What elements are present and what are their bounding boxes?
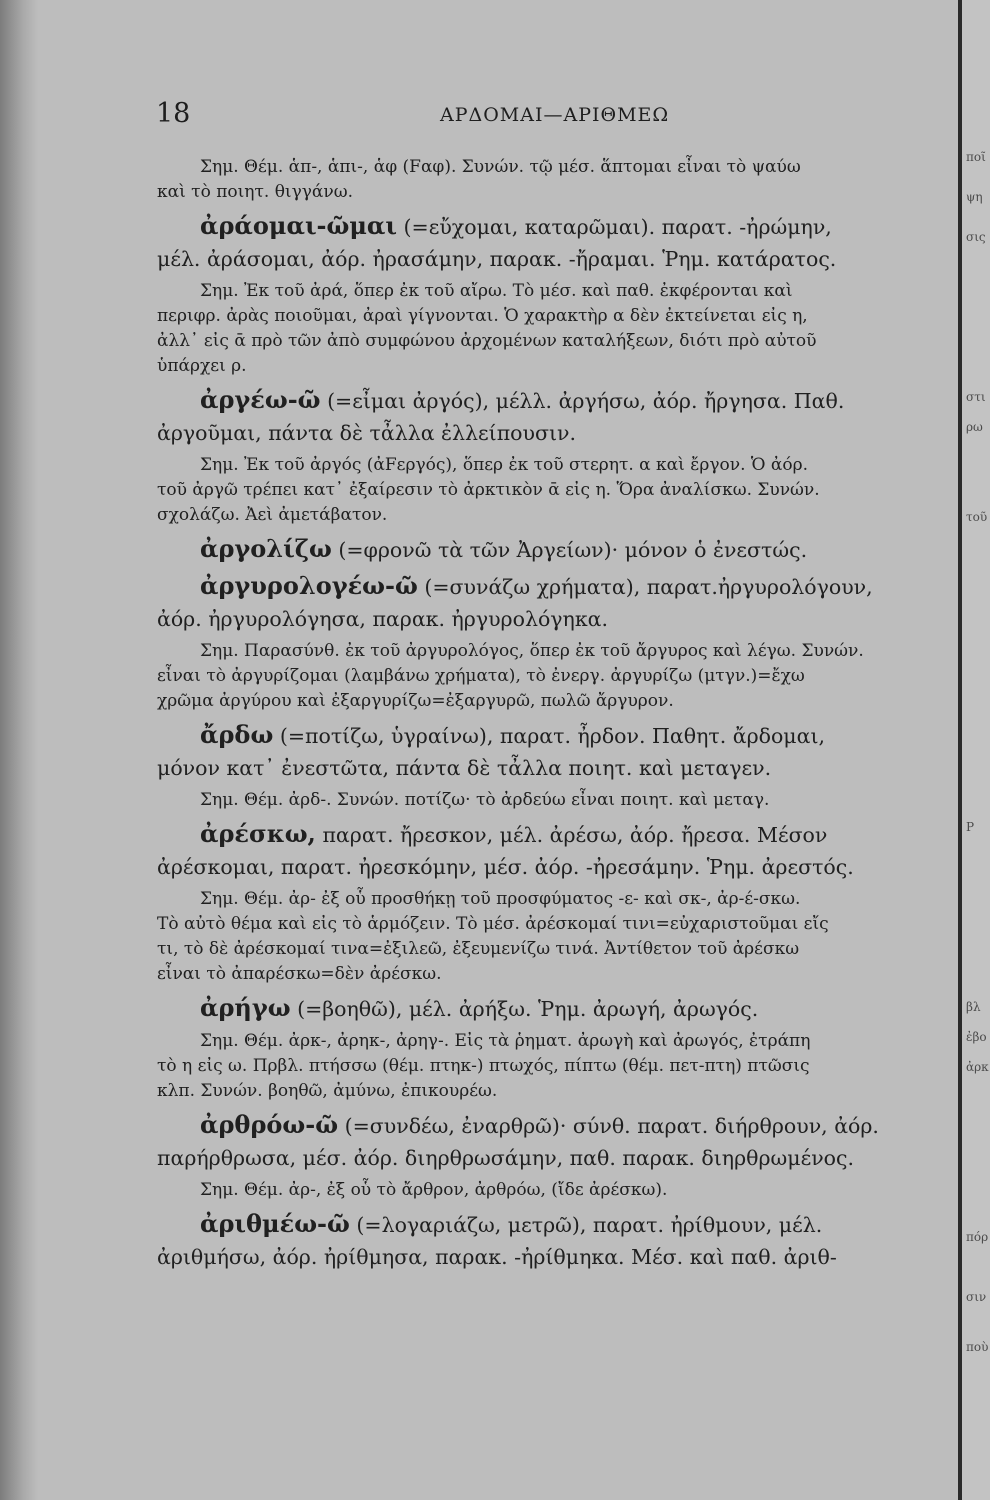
dictionary-entry (157, 719, 942, 784)
entry-line (157, 752, 942, 784)
line-text: ἀόρ. ἠργυρολόγησα, παρακ. ἠργυρολόγηκα. (157, 607, 608, 631)
next-page-fragment: τοῦ (966, 510, 988, 524)
note-line (157, 354, 942, 379)
note-line (157, 1054, 942, 1079)
note-line (157, 664, 942, 689)
line-text: περιφρ. ἀρὰς ποιοῦμαι, ἀραὶ γίγνονται. Ὁ χαρακτὴρ α δὲν ἐκτείνεται εἰς η, (157, 306, 808, 326)
entry-line (157, 533, 942, 566)
entry-line (157, 210, 942, 243)
dictionary-entry (157, 818, 942, 883)
line-text: εἶναι τὸ ἀπαρέσκω=δὲν ἀρέσκω. (157, 964, 442, 984)
entry-note (157, 453, 942, 528)
entry-line (157, 1208, 942, 1241)
entry-headword: ἀργολίζω (200, 534, 332, 563)
line-text: τὸ η εἰς ω. Πρβλ. πτήσσω (θέμ. πτηκ-) πτωχός, πίπτω (θέμ. πετ-πτη) πτῶσις (157, 1056, 810, 1076)
dictionary-entry (157, 992, 942, 1025)
page-number: 18 (156, 98, 191, 129)
line-text: τοῦ ἀργῶ τρέπει κατ᾽ ἐξαίρεσιν τὸ ἀρκτικὸν ᾱ εἰς η. Ὅρα ἀναλίσκω. Συνών. (157, 480, 820, 500)
entry-line (157, 1142, 942, 1174)
entry-line (157, 818, 942, 851)
entry-line (157, 570, 942, 603)
running-head: ΑΡΔΟΜΑΙ—ΑΡΙΘΜΕΩ (440, 104, 670, 126)
line-text: χρῶμα ἀργύρου καὶ ἐξαργυρίζω=ἐξαργυρῶ, πωλῶ ἄργυρον. (157, 691, 674, 711)
entry-note (157, 155, 942, 205)
line-text: ἀργοῦμαι, πάντα δὲ τἆλλα ἐλλείπουσιν. (157, 421, 576, 445)
line-text: (=εὔχομαι, καταρῶμαι). παρατ. -ἠρώμην, (403, 215, 832, 239)
line-text: παρατ. ἤρεσκον, μέλ. ἀρέσω, ἀόρ. ἤρεσα. Μέσον (322, 823, 828, 847)
note-line (157, 503, 942, 528)
line-text: σχολάζω. Ἀεὶ ἀμετάβατον. (157, 505, 388, 525)
line-text: Σημ. Ἐκ τοῦ ἀρά, ὅπερ ἐκ τοῦ αἴρω. Τὸ μέσ. καὶ παθ. ἐκφέρονται καὶ (200, 281, 793, 301)
dictionary-entry (157, 533, 942, 566)
line-text: (=βοηθῶ), μέλ. ἀρήξω. Ῥημ. ἀρωγή, ἀρωγός. (297, 997, 759, 1021)
line-text: κλπ. Συνών. βοηθῶ, ἀμύνω, ἐπικουρέω. (157, 1081, 498, 1101)
line-text: παρήρθρωσα, μέσ. ἀόρ. διηρθρωσάμην, παθ. παρακ. διηρθρωμένος. (157, 1146, 854, 1170)
note-line (157, 962, 942, 987)
line-text: καὶ τὸ ποιητ. θιγγάνω. (157, 182, 353, 202)
entry-headword: ἀρέσκω, (200, 819, 316, 848)
next-page-fragment: σις (966, 230, 986, 244)
next-page-fragment: ψη (966, 190, 983, 204)
note-line (157, 887, 942, 912)
entry-note (157, 639, 942, 714)
note-line (157, 478, 942, 503)
entry-headword: ἀρήγω (200, 993, 291, 1022)
line-text: ἀρέσκομαι, παρατ. ἠρεσκόμην, μέσ. ἀόρ. -ἠρεσάμην. Ῥημ. ἀρεστός. (157, 855, 854, 879)
line-text: Σημ. Θέμ. ἁπ-, ἁπι-, ἁφ (Fαφ). Συνών. τῷ μέσ. ἅπτομαι εἶναι τὸ ψαύω (200, 157, 801, 177)
note-line (157, 788, 942, 813)
next-page-fragment: ἐβο (966, 1030, 987, 1044)
note-line (157, 329, 942, 354)
entry-headword: ἀρθρόω-ῶ (200, 1110, 339, 1139)
next-page-edge (962, 0, 990, 1500)
note-line (157, 689, 942, 714)
line-text: (=φρονῶ τὰ τῶν Ἀργείων)· μόνον ὁ ἐνεστώς. (338, 538, 808, 562)
line-text: ἀλλ᾽ εἰς ᾱ πρὸ τῶν ἀπὸ συμφώνου ἀρχομένων καταλήξεων, διότι πρὸ αὐτοῦ (157, 331, 817, 351)
line-text: Σημ. Θέμ. ἀρδ-. Συνών. ποτίζω· τὸ ἀρδεύω εἶναι ποιητ. καὶ μεταγ. (200, 790, 770, 810)
note-line (157, 155, 942, 180)
dictionary-entry (157, 384, 942, 449)
line-text: ἀριθμήσω, ἀόρ. ἠρίθμησα, παρακ. -ἠρίθμηκα. Μέσ. καὶ παθ. ἀριθ- (157, 1245, 837, 1269)
entry-line (157, 417, 942, 449)
entry-headword: ἀργέω-ῶ (200, 385, 321, 414)
next-page-fragment: βλ (966, 1000, 981, 1014)
entry-line (157, 1109, 942, 1142)
entry-line (157, 992, 942, 1025)
next-page-fragment: ρω (966, 420, 983, 434)
line-text: μόνον κατ᾽ ἐνεστῶτα, πάντα δὲ τἆλλα ποιητ. καὶ μεταγεν. (157, 756, 772, 780)
line-text: (=λογαριάζω, μετρῶ), παρατ. ἠρίθμουν, μέλ. (356, 1213, 823, 1237)
dictionary-entry (157, 1208, 942, 1273)
dictionary-body (157, 155, 942, 1277)
line-text: ὑπάρχει ρ. (157, 356, 247, 376)
entry-line (157, 243, 942, 275)
line-text: (=εἶμαι ἀργός), μέλλ. ἀργήσω, ἀόρ. ἤργησα. Παθ. (327, 389, 845, 413)
next-page-fragment: πόρ (966, 1230, 989, 1244)
entry-headword: ἀριθμέω-ῶ (200, 1209, 350, 1238)
next-page-fragment: ποῖ (966, 150, 986, 164)
note-line (157, 453, 942, 478)
entry-line (157, 719, 942, 752)
entry-line (157, 851, 942, 883)
line-text: (=ποτίζω, ὑγραίνω), παρατ. ἦρδον. Παθητ. ἄρδομαι, (279, 724, 826, 748)
line-text: μέλ. ἀράσομαι, ἀόρ. ἠρασάμην, παρακ. -ἤραμαι. Ῥημ. κατάρατος. (157, 247, 837, 271)
entry-note (157, 1178, 942, 1203)
next-page-fragment: σιν (966, 1290, 987, 1304)
note-line (157, 279, 942, 304)
entry-line (157, 1241, 942, 1273)
note-line (157, 1079, 942, 1104)
line-text: Σημ. Θέμ. ἀρ-, ἐξ οὗ τὸ ἄρθρον, ἀρθρόω, (ἴδε ἀρέσκω). (200, 1180, 668, 1200)
next-page-fragment: Ρ (966, 820, 975, 834)
line-text: τι, τὸ δὲ ἀρέσκομαί τινα=ἐξιλεῶ, ἐξευμενίζω τινά. Ἀντίθετον τοῦ ἀρέσκω (157, 939, 800, 959)
note-line (157, 912, 942, 937)
note-line (157, 180, 942, 205)
note-line (157, 1178, 942, 1203)
line-text: Σημ. Θέμ. ἀρ- ἐξ οὗ προσθήκῃ τοῦ προσφύματος -ε- καὶ σκ-, ἀρ-έ-σκω. (200, 889, 801, 909)
next-page-fragment: στι (966, 390, 986, 404)
entry-line (157, 603, 942, 635)
line-text: εἶναι τὸ ἀργυρίζομαι (λαμβάνω χρήματα), τὸ ἐνεργ. ἀργυρίζω (μτγν.)=ἔχω (157, 666, 805, 686)
note-line (157, 1029, 942, 1054)
line-text: Σημ. Ἐκ τοῦ ἀργός (ἀFεργός), ὅπερ ἐκ τοῦ στερητ. α καὶ ἔργον. Ὁ ἀόρ. (200, 455, 809, 475)
entry-note (157, 788, 942, 813)
line-text: Σημ. Θέμ. ἀρκ-, ἀρηκ-, ἀρηγ-. Εἰς τὰ ῥηματ. ἀρωγὴ καὶ ἀρωγός, ἐτράπη (200, 1031, 811, 1051)
line-text: Σημ. Παρασύνθ. ἐκ τοῦ ἀργυρολόγος, ὅπερ ἐκ τοῦ ἄργυρος καὶ λέγω. Συνών. (200, 641, 864, 661)
dictionary-entry (157, 210, 942, 275)
dictionary-entry (157, 570, 942, 635)
dictionary-entry (157, 1109, 942, 1174)
entry-note (157, 279, 942, 379)
entry-headword: ἀργυρολογέω-ῶ (200, 571, 418, 600)
entry-line (157, 384, 942, 417)
note-line (157, 304, 942, 329)
note-line (157, 937, 942, 962)
line-text: Τὸ αὐτὸ θέμα καὶ εἰς τὸ ἁρμόζειν. Τὸ μέσ. ἀρέσκομαί τινι=εὐχαριστοῦμαι εἴς (157, 914, 829, 934)
line-text: (=συνδέω, ἐναρθρῶ)· σύνθ. παρατ. διήρθρουν, ἀόρ. (344, 1114, 879, 1138)
next-page-fragment: ποὺ (966, 1340, 989, 1354)
entry-note (157, 1029, 942, 1104)
note-line (157, 639, 942, 664)
entry-headword: ἄρδω (200, 720, 274, 749)
next-page-fragment: ἀρκ (966, 1060, 989, 1074)
line-text: (=συνάζω χρήματα), παρατ.ἠργυρολόγουν, (424, 575, 873, 599)
entry-note (157, 887, 942, 987)
entry-headword: ἀράομαι-ῶμαι (200, 211, 398, 240)
